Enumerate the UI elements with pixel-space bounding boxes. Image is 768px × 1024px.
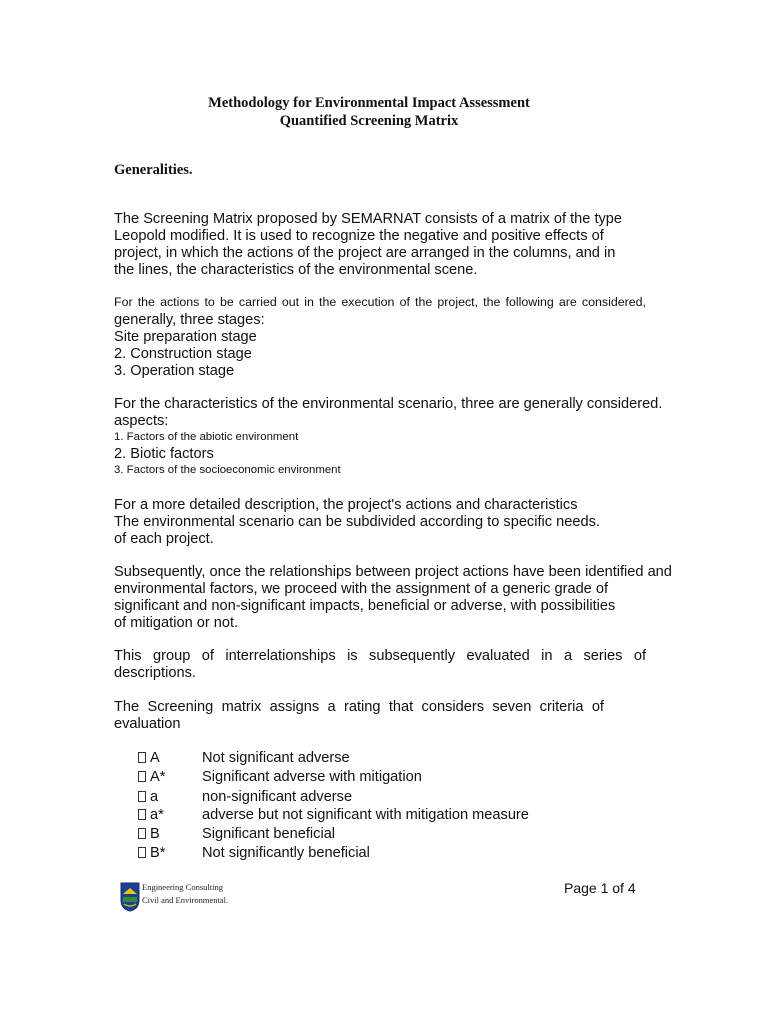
paragraph-line: For the characteristics of the environmental scenario, three are generally considered.	[114, 396, 663, 412]
criterion-desc: Significant beneficial	[202, 826, 336, 842]
document-subtitle: Quantified Screening Matrix	[279, 113, 459, 129]
section-heading: Generalities.	[114, 162, 193, 178]
paragraph-line: of each project.	[114, 531, 214, 547]
list-item: 2. Construction stage	[114, 346, 252, 362]
criterion-desc: Not significant adverse	[202, 750, 350, 766]
bullet-icon	[138, 771, 146, 782]
criterion-code: B*	[138, 845, 165, 862]
paragraph-line: descriptions.	[114, 665, 196, 681]
paragraph-line: project, in which the actions of the project are arranged in the columns, and in	[114, 245, 616, 261]
paragraph-line: The environmental scenario can be subdivided according to specific needs.	[114, 514, 600, 530]
list-item: 2. Biotic factors	[114, 446, 214, 462]
paragraph-line: The Screening matrix assigns a rating that considers seven criteria of	[114, 699, 604, 715]
criterion-desc: adverse but not significant with mitigation measure	[202, 807, 529, 823]
list-item: 3. Operation stage	[114, 363, 235, 379]
criterion-code: a*	[138, 807, 164, 824]
list-item: Site preparation stage	[114, 329, 257, 345]
list-item: 3. Factors of the socioeconomic environment	[114, 464, 341, 476]
paragraph-line: evaluation	[114, 716, 181, 732]
criterion-desc: non-significant adverse	[202, 789, 353, 805]
bullet-icon	[138, 791, 146, 802]
paragraph-line: Leopold modified. It is used to recognize the negative and positive effects of	[114, 228, 604, 244]
criterion-code: a	[138, 789, 158, 806]
paragraph-line: Subsequently, once the relationships between project actions have been identified and	[114, 564, 672, 580]
logo-text: Engineering Consulting	[142, 882, 223, 892]
shield-logo-icon	[120, 882, 140, 912]
paragraph-line: For a more detailed description, the project's actions and characteristics	[114, 497, 578, 513]
paragraph-line: of mitigation or not.	[114, 615, 239, 631]
criterion-code: A*	[138, 769, 165, 786]
logo-text: Civil and Environmental.	[142, 895, 229, 905]
paragraph-line: For the actions to be carried out in the execution of the project, the following are considered,	[114, 295, 646, 309]
paragraph-line: aspects:	[114, 413, 169, 429]
bullet-icon	[138, 847, 146, 858]
paragraph-line: the lines, the characteristics of the environmental scene.	[114, 262, 478, 278]
bullet-icon	[138, 809, 146, 820]
paragraph-line: environmental factors, we proceed with the assignment of a generic grade of	[114, 581, 609, 597]
paragraph-line: generally, three stages:	[114, 312, 265, 328]
criterion-code: A	[138, 750, 160, 767]
document-title: Methodology for Environmental Impact Assessment	[208, 95, 530, 111]
bullet-icon	[138, 828, 146, 839]
bullet-icon	[138, 752, 146, 763]
paragraph-line: This group of interrelationships is subsequently evaluated in a series of	[114, 648, 646, 664]
paragraph-line: significant and non-significant impacts, beneficial or adverse, with possibilities	[114, 598, 616, 614]
criterion-desc: Not significantly beneficial	[202, 845, 370, 861]
criterion-desc: Significant adverse with mitigation	[202, 769, 422, 785]
list-item: 1. Factors of the abiotic environment	[114, 431, 299, 443]
paragraph-line: The Screening Matrix proposed by SEMARNAT consists of a matrix of the type	[114, 211, 623, 227]
criterion-code: B	[138, 826, 160, 843]
page-number: Page 1 of 4	[564, 880, 636, 896]
company-logo	[116, 880, 261, 916]
